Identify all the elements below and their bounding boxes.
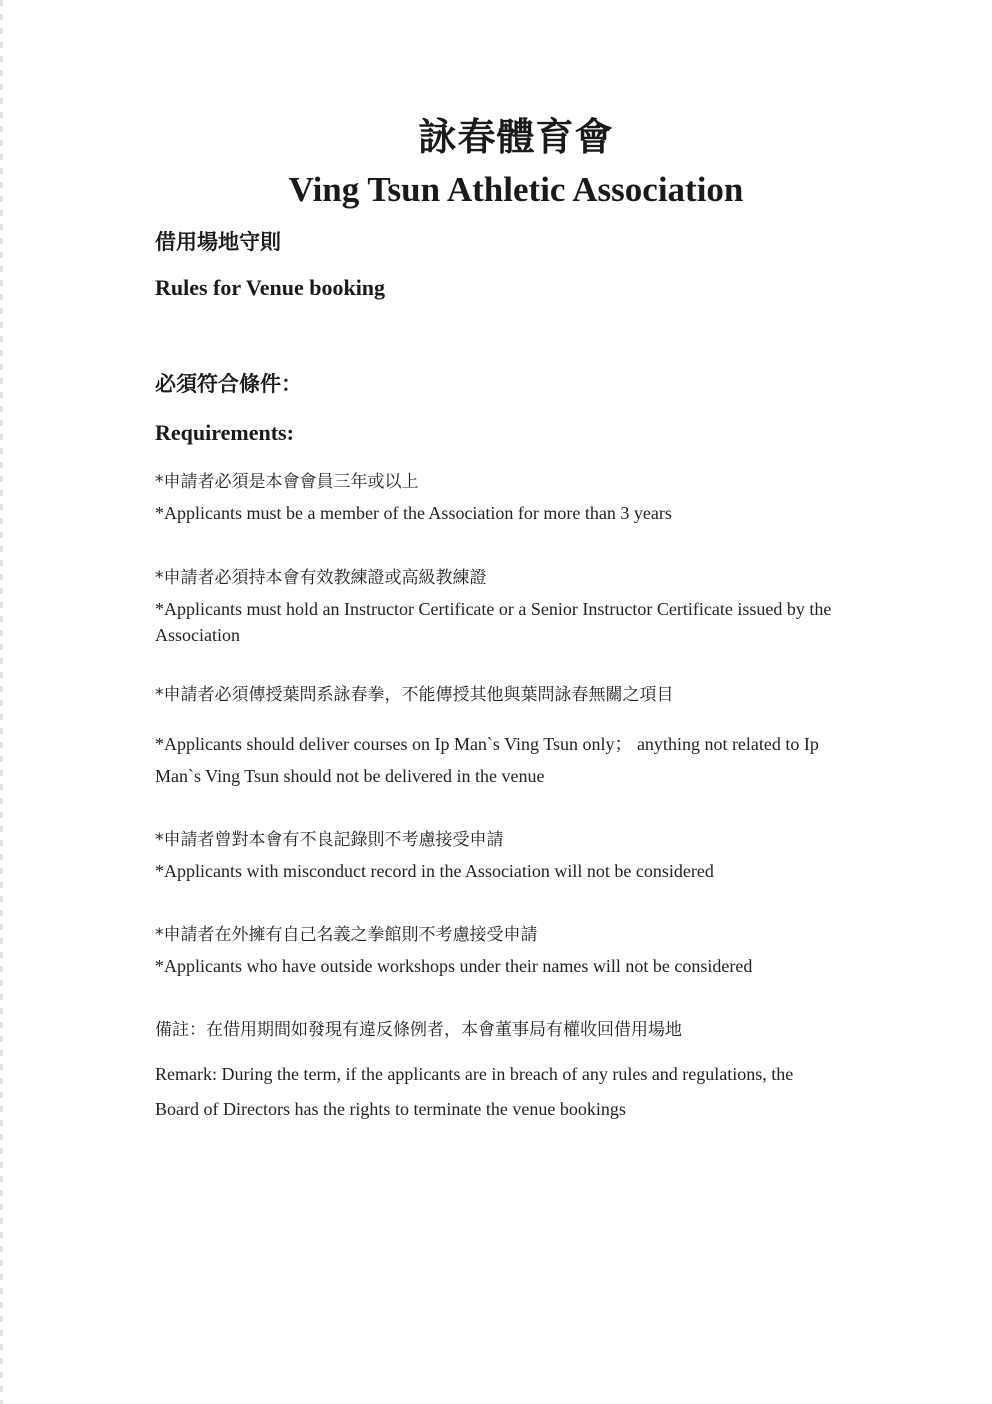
requirement-4-english: *Applicants with misconduct record in the Association will not be considered — [155, 861, 714, 881]
remark-english-line-1: Remark: During the term, if the applicants are in breach of any rules and regulations, the — [155, 1064, 794, 1084]
requirement-3-english-line-2: Man`s Ving Tsun should not be delivered in the venue — [155, 766, 545, 786]
requirement-5-english: *Applicants who have outside workshops under their names will not be considered — [155, 956, 753, 976]
rules-heading-english: Rules for Venue booking — [155, 275, 386, 300]
requirement-3-chinese: *申請者必須傳授葉問系詠春拳，不能傳授其他與葉問詠春無關之項目 — [155, 685, 674, 705]
requirement-1-chinese: *申請者必須是本會會員三年或以上 — [155, 472, 419, 492]
scan-edge — [0, 0, 3, 1404]
remark-chinese: 備註：在借用期間如發現有違反條例者，本會董事局有權收回借用場地 — [155, 1020, 682, 1040]
requirement-3-english-line-1: *Applicants should deliver courses on Ip Man`s Ving Tsun only； anything not related to Ip — [155, 734, 819, 754]
requirements-heading-chinese: 必須符合條件： — [155, 372, 302, 396]
rules-heading-chinese: 借用場地守則 — [155, 230, 281, 254]
requirements-heading-english: Requirements: — [155, 420, 294, 445]
org-title-chinese: 詠春體育會 — [418, 115, 614, 159]
requirement-1-english: *Applicants must be a member of the Association for more than 3 years — [155, 503, 672, 523]
requirement-4-chinese: *申請者曾對本會有不良記錄則不考慮接受申請 — [155, 830, 504, 850]
requirement-5-chinese: *申請者在外擁有自己名義之拳館則不考慮接受申請 — [155, 925, 538, 945]
remark-english-line-2: Board of Directors has the rights to terminate the venue bookings — [155, 1099, 626, 1119]
requirement-2-chinese: *申請者必須持本會有效教練證或高級教練證 — [155, 568, 487, 588]
org-title-english: Ving Tsun Athletic Association — [288, 170, 744, 209]
requirement-2-english: *Applicants must hold an Instructor Certificate or a Senior Instructor Certificate issued by the Association — [155, 599, 832, 645]
